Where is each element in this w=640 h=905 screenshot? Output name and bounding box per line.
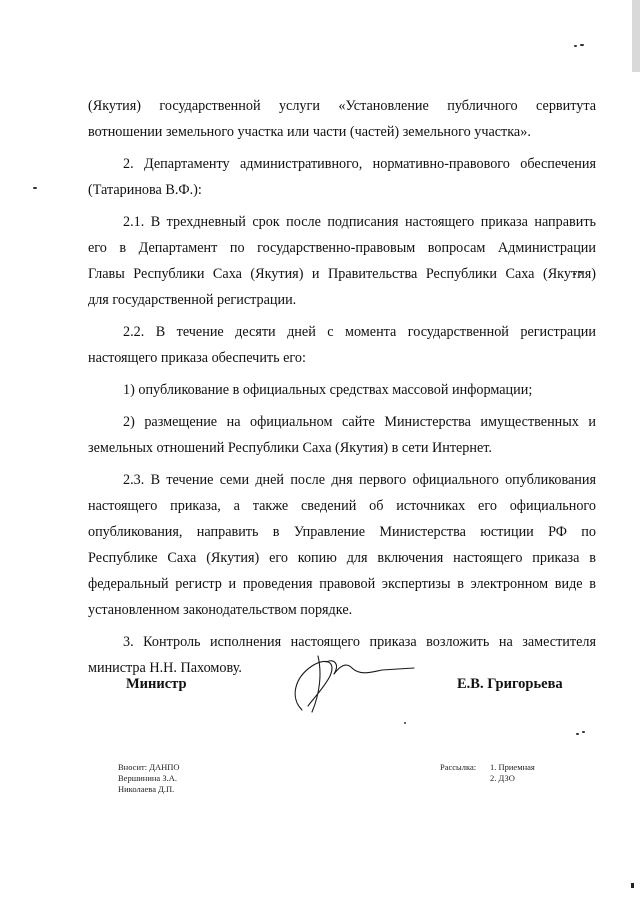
text-line: (Якутия) государственной услуги «Установление публичного сервитута	[88, 98, 596, 114]
text-line: земельных отношений Республики Саха (Якутия) в сети Интернет.	[88, 440, 492, 456]
footer-submitted-by	[118, 762, 180, 795]
text-line: вотношении земельного участка или части (частей) земельного участка».	[88, 124, 531, 140]
handwritten-signature	[282, 648, 417, 718]
scan-speck	[574, 45, 577, 47]
paragraph	[88, 409, 596, 461]
paragraph	[88, 209, 596, 313]
scan-edge	[632, 0, 640, 72]
scan-speck	[582, 731, 585, 733]
signatory-title: Министр	[126, 676, 187, 692]
distribution-label: Рассылка:	[440, 762, 477, 772]
text-line: настоящего приказа, а также сведений об источниках его официального	[88, 498, 596, 514]
footer-distribution	[440, 762, 535, 784]
text-line: 2.3. В течение семи дней после дня первого официального опубликования	[123, 472, 596, 488]
text-line: федеральный регистр и проведения правовой экспертизы в электронном виде в	[88, 576, 596, 592]
paragraph	[88, 151, 596, 203]
paragraph	[88, 467, 596, 623]
text-line: его в Департамент по государственно-правовым вопросам Администрации	[88, 240, 596, 256]
scan-speck	[576, 733, 579, 735]
paragraph	[88, 319, 596, 371]
order-body-text	[88, 93, 596, 681]
text-line: опубликования, направить в Управление Министерства юстиции РФ по	[88, 524, 596, 540]
paragraph	[88, 93, 596, 145]
paragraph	[88, 377, 596, 403]
text-line: 3. Контроль исполнения настоящего приказа возложить на заместителя	[123, 634, 596, 650]
scan-speck	[580, 44, 584, 46]
signatory-name: Е.В. Григорьева	[457, 676, 563, 692]
text-line: 2) размещение на официальном сайте Министерства имущественных и	[123, 414, 596, 430]
text-line: установленном законодательством порядке.	[88, 602, 353, 618]
footer-line: Вершинина З.А.	[118, 773, 177, 783]
text-line: Республике Саха (Якутия) его копию для включения настоящего приказа в	[88, 550, 596, 566]
text-line: (Татаринова В.Ф.):	[88, 182, 202, 198]
scan-speck	[631, 883, 634, 888]
text-line: 2.2. В течение десяти дней с момента государственной регистрации	[123, 324, 596, 340]
distribution-item: 1. Приемная	[490, 762, 535, 772]
text-line: 2.1. В трехдневный срок после подписания настоящего приказа направить	[123, 214, 596, 230]
text-line: Главы Республики Саха (Якутия) и Правительства Республики Саха (Якутия)	[88, 266, 596, 282]
scan-speck	[33, 187, 37, 189]
text-line: настоящего приказа обеспечить его:	[88, 350, 306, 366]
text-line: министра Н.Н. Пахомову.	[88, 660, 242, 676]
scan-speck	[404, 722, 406, 724]
footer-line: Николаева Д.П.	[118, 784, 175, 794]
text-line: 2. Департаменту административного, нормативно-правового обеспечения	[123, 156, 596, 172]
text-line: 1) опубликование в официальных средствах массовой информации;	[123, 382, 533, 398]
footer-line: Вносит: ДАНПО	[118, 762, 180, 772]
text-line: для государственной регистрации.	[88, 292, 297, 308]
distribution-item: 2. ДЗО	[490, 773, 515, 783]
